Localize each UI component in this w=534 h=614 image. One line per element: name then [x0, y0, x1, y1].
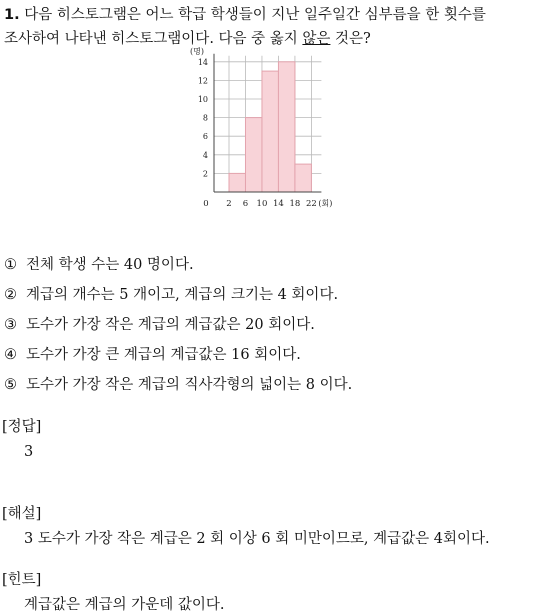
hint-text: 계급값은 계급의 가운데 값이다. [24, 597, 225, 613]
question-text-2a: 조사하여 나타낸 히스토그램이다. 다음 중 옳지 [4, 31, 303, 47]
hint-label: [힌트] [2, 572, 42, 588]
y-tick-label-14: 14 [197, 57, 208, 67]
y-tick-label-12: 12 [197, 76, 208, 86]
x-tick-label-10: 10 [256, 199, 268, 209]
x-tick-label-2: 2 [226, 199, 232, 209]
histogram-bar-3 [262, 71, 278, 192]
y-tick-label-6: 6 [202, 132, 208, 142]
x-tick-label-14: 14 [273, 199, 284, 209]
explanation-text: 3 도수가 가장 작은 계급은 2 회 이상 6 회 미만이므로, 계급값은 4회이다. [24, 531, 490, 547]
option-mark: ⑤ [4, 377, 17, 393]
x-tick-label-18: 18 [289, 199, 301, 209]
histogram-bar-2 [245, 118, 261, 192]
histogram-bar-5 [295, 164, 311, 192]
option-text: 계급의 개수는 5 개이고, 계급의 크기는 4 회이다. [26, 287, 339, 303]
y-axis-unit-label: (명) [190, 46, 204, 56]
option-text: 도수가 가장 작은 계급의 직사각형의 넓이는 8 이다. [26, 377, 353, 393]
y-tick-label-10: 10 [197, 95, 208, 104]
option-mark: ③ [4, 317, 17, 333]
option-text: 도수가 가장 작은 계급의 계급값은 20 회이다. [26, 317, 315, 333]
option-1[interactable] [4, 256, 194, 274]
option-mark: ① [4, 257, 17, 273]
histogram-bar-4 [278, 62, 294, 192]
y-tick-label-4: 4 [202, 150, 208, 160]
question-number: 1. [4, 7, 20, 23]
y-tick-label-2: 2 [202, 169, 208, 179]
bars [229, 62, 311, 192]
underlined-word: 않은 [302, 31, 331, 47]
histogram-chart [0, 0, 534, 230]
histogram-bar-1 [229, 173, 245, 192]
option-text: 도수가 가장 큰 계급의 계급값은 16 회이다. [26, 347, 301, 363]
option-3[interactable] [4, 316, 315, 334]
option-5[interactable] [4, 376, 352, 394]
x-tick-label-22: 22 [305, 199, 317, 209]
option-text: 전체 학생 수는 40 명이다. [26, 257, 194, 273]
option-mark: ② [4, 287, 17, 303]
x-axis-unit-label: (회) [318, 199, 333, 208]
explanation-label: [해설] [2, 506, 42, 522]
question-text-2b: 것은? [330, 31, 371, 47]
answer-value: 3 [24, 444, 34, 460]
answer-label: [정답] [2, 419, 42, 435]
question-text-1: 다음 히스토그램은 어느 학급 학생들이 지난 일주일간 심부름을 한 횟수를 [24, 7, 486, 23]
option-mark: ④ [4, 347, 17, 363]
y-tick-label-8: 8 [202, 113, 208, 123]
x-tick-label-0: 0 [203, 199, 209, 209]
option-4[interactable] [4, 346, 301, 364]
x-tick-label-6: 6 [242, 199, 249, 209]
option-2[interactable] [4, 286, 338, 304]
